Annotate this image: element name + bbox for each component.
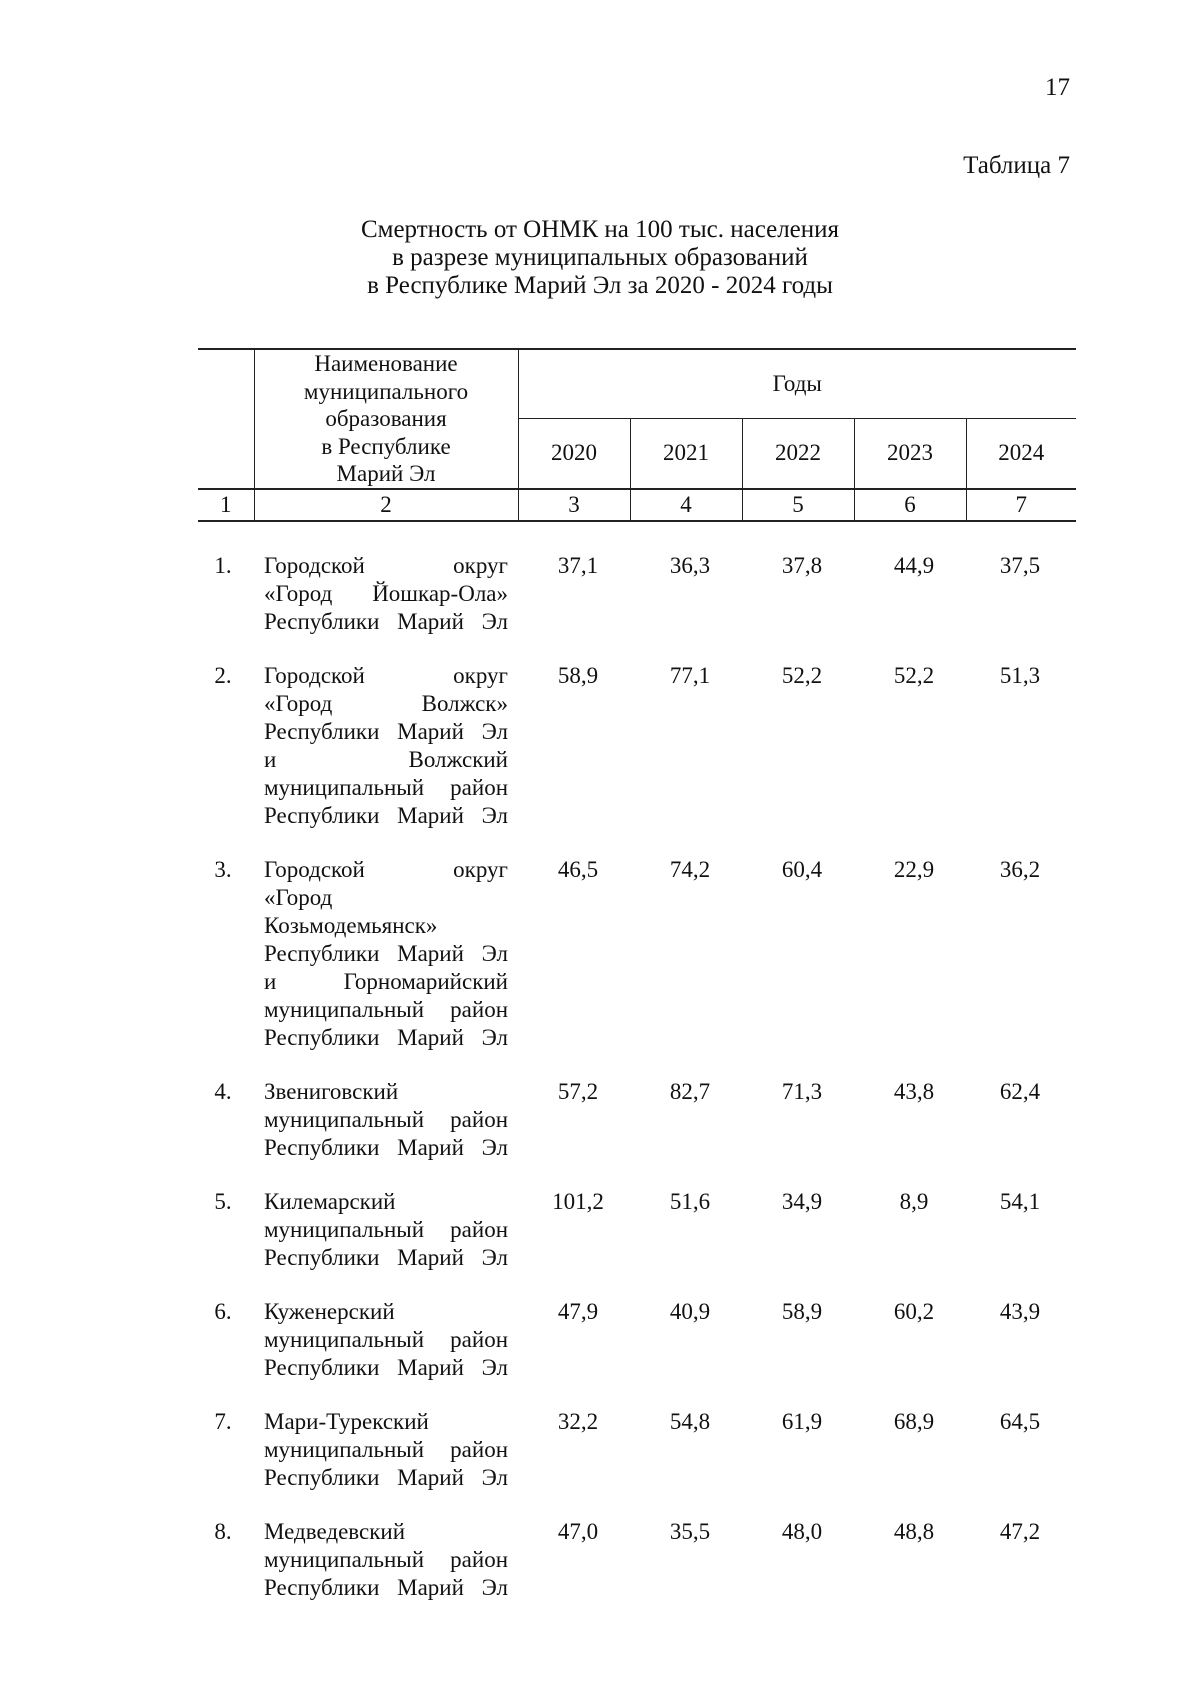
header-year: 2021 [630,419,742,489]
mortality-value: 64,5 [999,1409,1041,1434]
table-row [198,856,1070,1052]
municipality-name-line: Республики Марий Эл [264,1355,508,1380]
municipality-name [248,856,522,1052]
municipality-name-line: «Город [264,885,333,910]
municipality-name [248,1518,522,1602]
mortality-value: 101,2 [552,1189,604,1214]
mortality-value: 48,0 [781,1519,823,1544]
table-row [198,662,1070,830]
mortality-value: 44,9 [893,553,935,578]
municipality-name-line: муниципальный район [264,1327,508,1352]
municipality-name [248,662,522,830]
mortality-value: 43,9 [999,1299,1041,1324]
municipality-name [248,1408,522,1492]
municipality-name-line: Республики Марий Эл [264,719,508,744]
header-name-line: Марий Эл [336,461,436,486]
mortality-value: 35,5 [669,1519,711,1544]
municipality-name-line: «Город Йошкар-Ола» [264,581,508,606]
mortality-value: 58,9 [781,1299,823,1324]
municipality-name-line: Звениговский [264,1079,399,1104]
row-number: 8. [214,1519,232,1544]
column-number: 1 [198,489,254,521]
mortality-value: 77,1 [669,663,711,688]
municipality-name-line: Республики Марий Эл [264,1465,508,1490]
row-number: 3. [214,857,232,882]
mortality-value: 46,5 [557,857,599,882]
mortality-value: 37,1 [557,553,599,578]
municipality-name-line: Республики Марий Эл [264,941,508,966]
mortality-value: 58,9 [557,663,599,688]
title-line: Смертность от ОНМК на 100 тыс. населения [360,216,840,243]
mortality-value: 48,8 [893,1519,935,1544]
municipality-name-line: Республики Марий Эл [264,609,508,634]
mortality-value: 54,1 [999,1189,1041,1214]
table-row [198,1298,1070,1382]
mortality-value: 37,5 [999,553,1041,578]
column-number: 5 [742,489,854,521]
municipality-name-line: муниципальный район [264,1217,508,1242]
table-body [198,552,1070,1628]
header-name-line: муниципального [303,378,469,404]
mortality-value: 47,0 [557,1519,599,1544]
municipality-name-line: Республики Марий Эл [264,1135,508,1160]
table-row [198,1408,1070,1492]
row-number: 5. [214,1189,232,1214]
header-name-line: образования [325,406,447,431]
mortality-value: 57,2 [557,1079,599,1104]
table-row [198,552,1070,636]
municipality-name-line: муниципальный район [264,775,508,800]
header-name-line: Наименование [314,351,458,376]
table-row [198,1518,1070,1602]
mortality-value: 51,3 [999,663,1041,688]
municipality-name-line: муниципальный район [264,1437,508,1462]
municipality-name-line: муниципальный район [264,997,508,1022]
municipality-name-line: Республики Марий Эл [264,1025,508,1050]
header-year: 2022 [742,419,854,489]
municipality-name-line: Республики Марий Эл [264,1245,508,1270]
mortality-value: 22,9 [893,857,935,882]
mortality-value: 52,2 [781,663,823,688]
municipality-name [248,1078,522,1162]
page-number: 17 [1045,74,1070,101]
column-number: 3 [518,489,630,521]
table-row [198,1188,1070,1272]
municipality-name-line: Республики Марий Эл [264,1575,508,1600]
column-number: 6 [854,489,966,521]
mortality-value: 60,4 [781,857,823,882]
mortality-value: 47,2 [999,1519,1041,1544]
mortality-value: 34,9 [781,1189,823,1214]
mortality-value: 36,2 [999,857,1041,882]
table-header [198,348,1076,522]
mortality-value: 61,9 [781,1409,823,1434]
mortality-value: 52,2 [893,663,935,688]
table-title [0,216,1200,300]
mortality-value: 51,6 [669,1189,711,1214]
table-row [198,1078,1070,1162]
municipality-name-line: Городской округ [264,553,508,578]
municipality-name-line: муниципальный район [264,1107,508,1132]
municipality-name [248,1188,522,1272]
mortality-value: 74,2 [669,857,711,882]
row-number: 2. [214,663,232,688]
header-year: 2023 [854,419,966,489]
mortality-value: 60,2 [893,1299,935,1324]
mortality-value: 47,9 [557,1299,599,1324]
row-number: 1. [214,553,232,578]
municipality-name-line: и Волжский [264,747,508,772]
municipality-name-line: Республики Марий Эл [264,803,508,828]
column-number: 4 [630,489,742,521]
table-label: Таблица 7 [963,152,1070,179]
municipality-name-line: «Город Волжск» [264,691,508,716]
header-name-cell [254,349,518,489]
municipality-name-line: Килемарский [264,1189,396,1214]
municipality-name-line: Городской округ [264,663,508,688]
mortality-value: 68,9 [893,1409,935,1434]
municipality-name-line: Городской округ [264,857,508,882]
mortality-value: 54,8 [669,1409,711,1434]
mortality-value: 71,3 [781,1079,823,1104]
mortality-value: 43,8 [893,1079,935,1104]
header-years-label: Годы [518,349,1076,419]
municipality-name-line: Медведевский [264,1519,406,1544]
header-number-cell [198,349,254,489]
header-name-line: в Республике [321,433,451,459]
mortality-value: 8,9 [899,1189,929,1214]
mortality-value: 37,8 [781,553,823,578]
row-number: 6. [214,1299,232,1324]
row-number: 4. [214,1079,232,1104]
municipality-name [248,552,522,636]
municipality-name-line: Козьмодемьянск» [264,913,438,938]
mortality-value: 36,3 [669,553,711,578]
title-line: в разрезе муниципальных образований [392,244,808,271]
municipality-name-line: Мари-Турекский [264,1409,429,1434]
municipality-name-line: и Горномарийский [264,969,508,994]
mortality-value: 40,9 [669,1299,711,1324]
mortality-value: 82,7 [669,1079,711,1104]
municipality-name-line: муниципальный район [264,1547,508,1572]
mortality-value: 62,4 [999,1079,1041,1104]
header-year: 2020 [518,419,630,489]
title-line: в Республике Марий Эл за 2020 - 2024 годы [367,272,833,299]
mortality-value: 32,2 [557,1409,599,1434]
municipality-name-line: Куженерский [264,1299,395,1324]
municipality-name [248,1298,522,1382]
header-year: 2024 [966,419,1076,489]
row-number: 7. [214,1409,232,1434]
column-number: 2 [254,489,518,521]
column-number: 7 [966,489,1076,521]
